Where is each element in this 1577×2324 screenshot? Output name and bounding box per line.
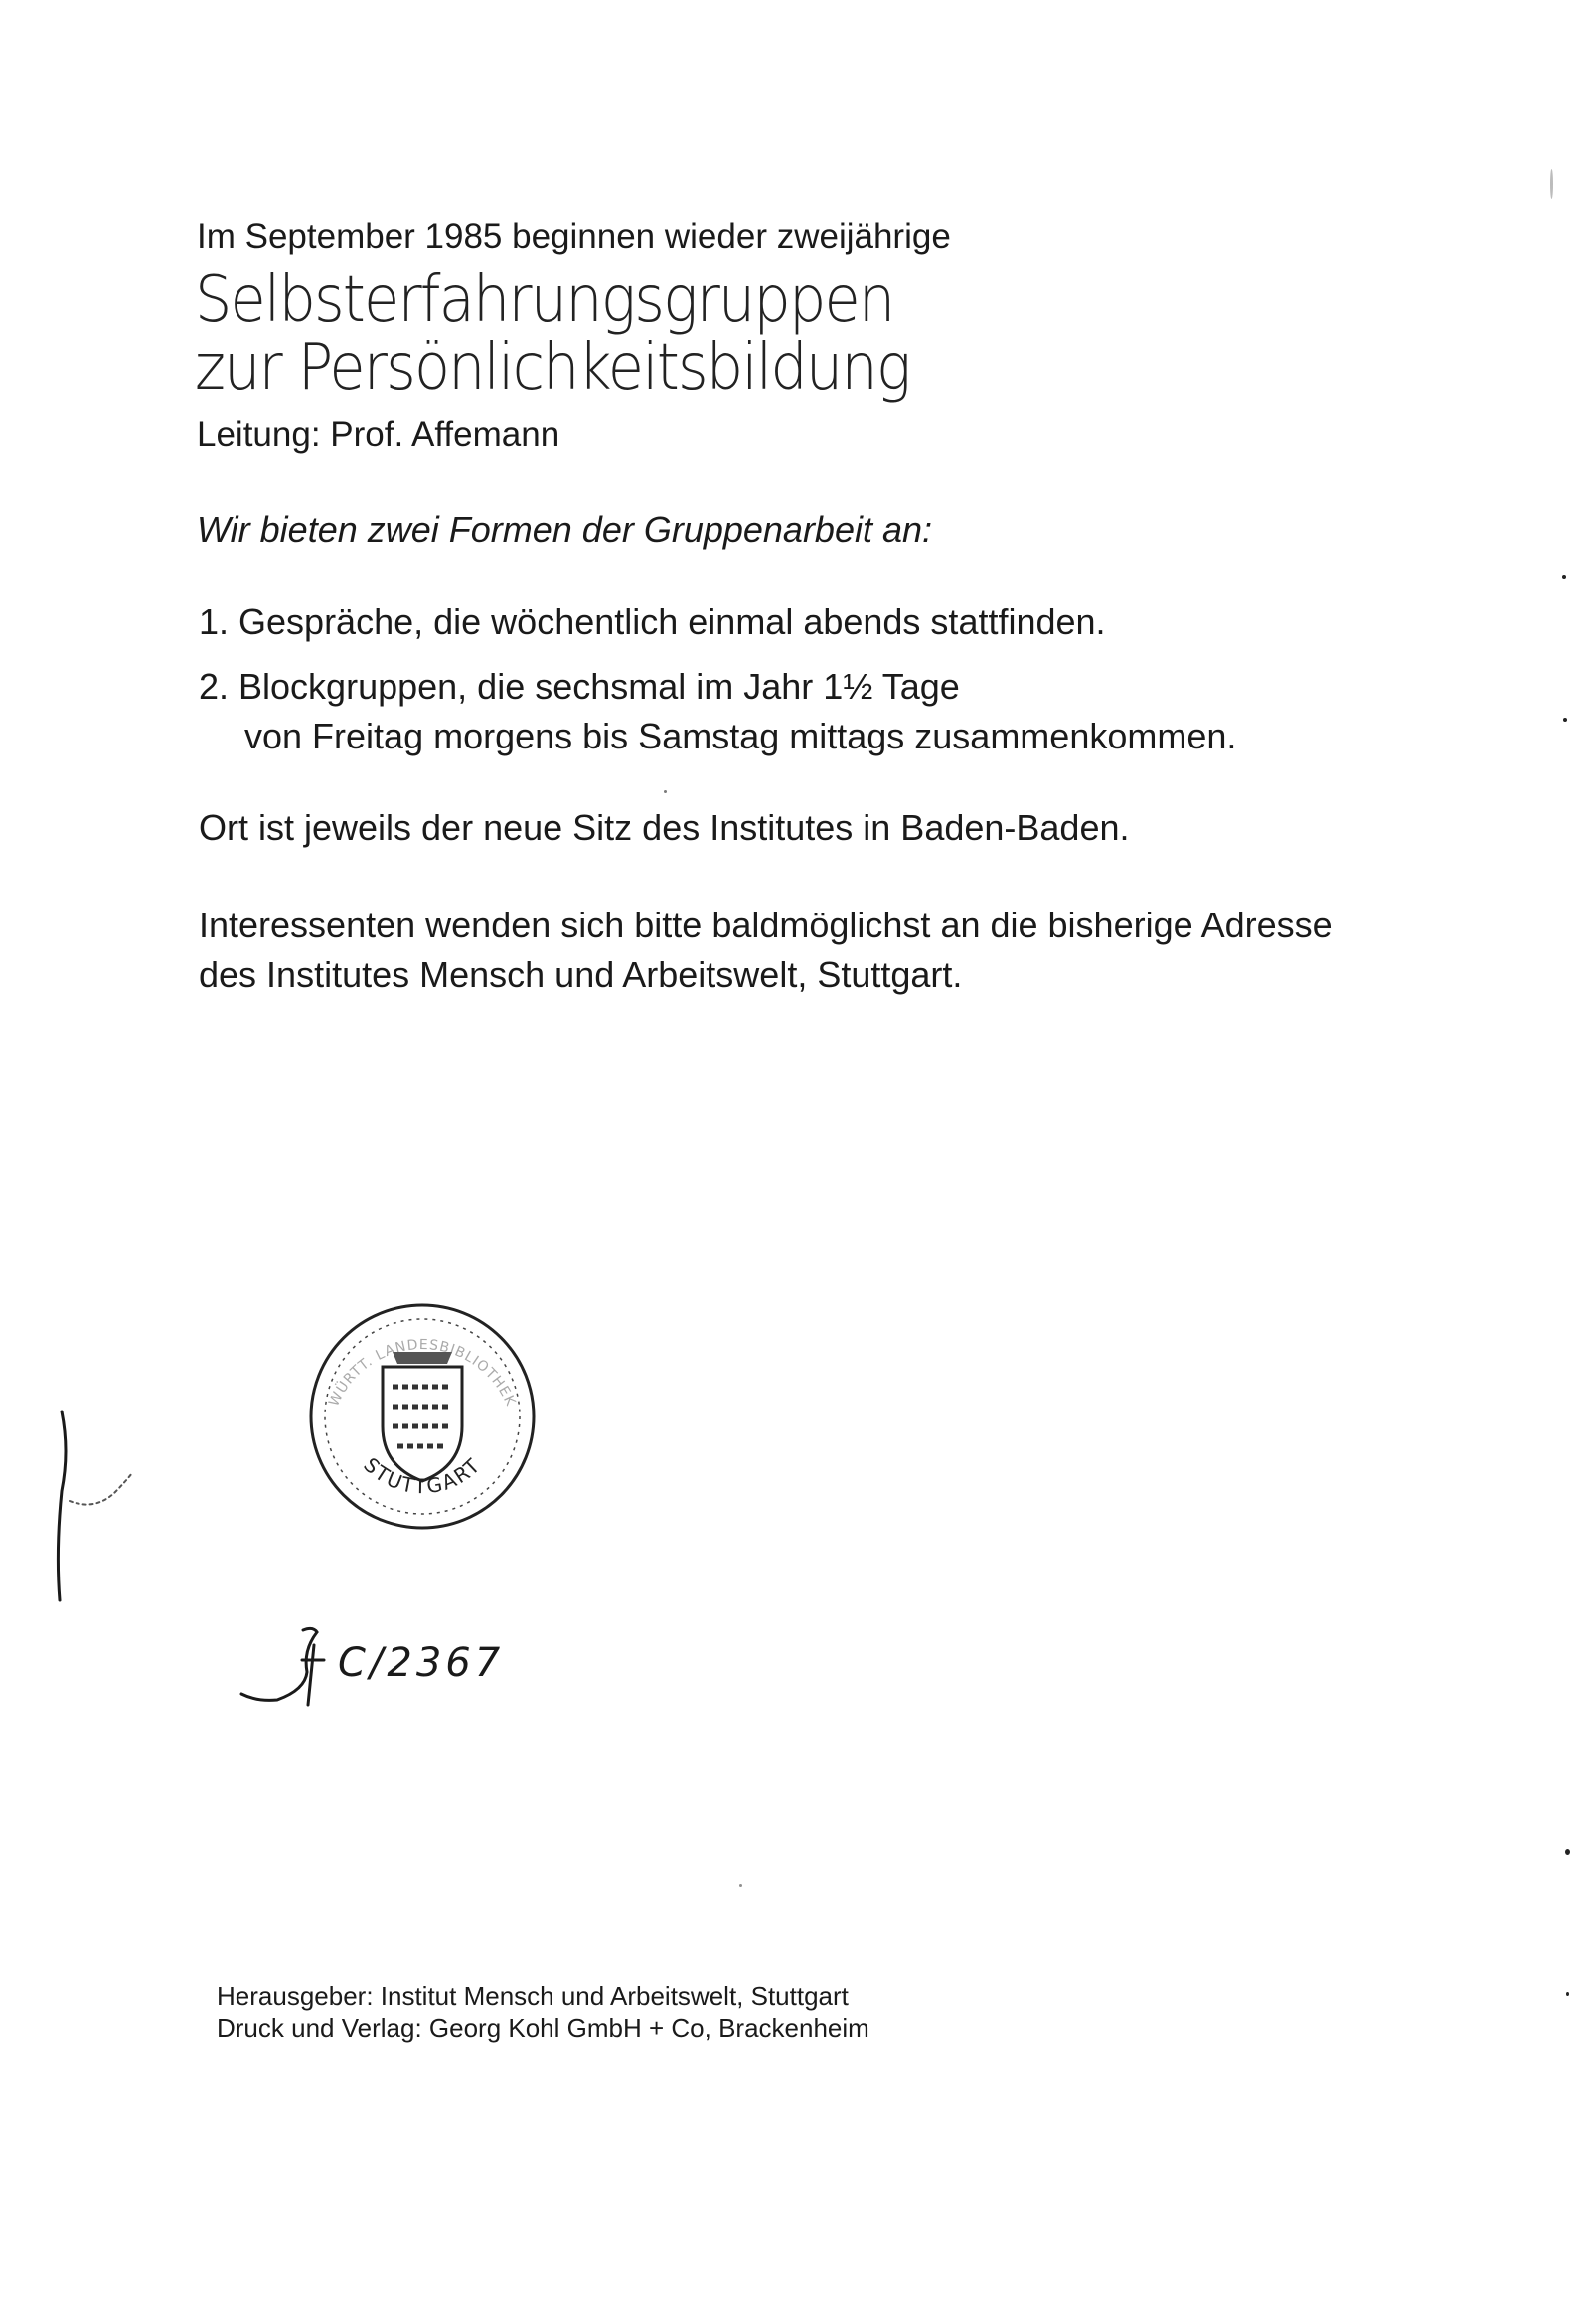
scan-speck [1565,1849,1570,1855]
stamp-text-bottom: STUTTGART [359,1452,486,1499]
title-line-2: zur Persönlichkeitsbildung [195,331,910,405]
contact-line-2: des Institutes Mensch und Arbeitswelt, Stuttgart. [199,954,963,995]
library-stamp-seal [298,1292,547,1541]
list-item-1: 1. Gespräche, die wöchentlich einmal abends stattfinden. [199,601,1106,642]
coat-of-arms-icon [383,1352,462,1481]
footer-printer: Druck und Verlag: Georg Kohl GmbH + Co, Brackenheim [217,2013,869,2043]
intro-text: Im September 1985 beginnen wieder zweijährige [197,217,951,255]
title-line-1: Selbsterfahrungsgruppen [195,263,894,337]
handwritten-margin-mark [40,1402,159,1610]
leitung-text: Leitung: Prof. Affemann [197,415,560,454]
scan-speck [1562,575,1566,579]
list-item-2-continuation: von Freitag morgens bis Samstag mittags zusammenkommen. [244,716,1237,756]
forms-heading: Wir bieten zwei Formen der Gruppenarbeit an: [197,509,933,550]
contact-line-1: Interessenten wenden sich bitte baldmöglichst an die bisherige Adresse [199,905,1333,945]
scan-speck [1563,718,1567,722]
scan-speck [739,1884,742,1887]
scan-speck [664,790,667,793]
svg-text:WÜRTT. LANDESBIBLIOTHEK [326,1337,519,1409]
shelfmark-text: C/2367 [338,1640,505,1686]
handwritten-shelfmark [238,1620,566,1730]
stamp-text-top: WÜRTT. LANDESBIBLIOTHEK [326,1337,519,1410]
location-text: Ort ist jeweils der neue Sitz des Institutes in Baden-Baden. [199,807,1130,848]
list-item-2: 2. Blockgruppen, die sechsmal im Jahr 1½ Tage [199,666,960,707]
scan-speck [1550,169,1553,199]
footer-publisher: Herausgeber: Institut Mensch und Arbeitswelt, Stuttgart [217,1981,849,2011]
svg-text:STUTTGART [359,1453,485,1499]
scan-speck [1566,1992,1569,1996]
